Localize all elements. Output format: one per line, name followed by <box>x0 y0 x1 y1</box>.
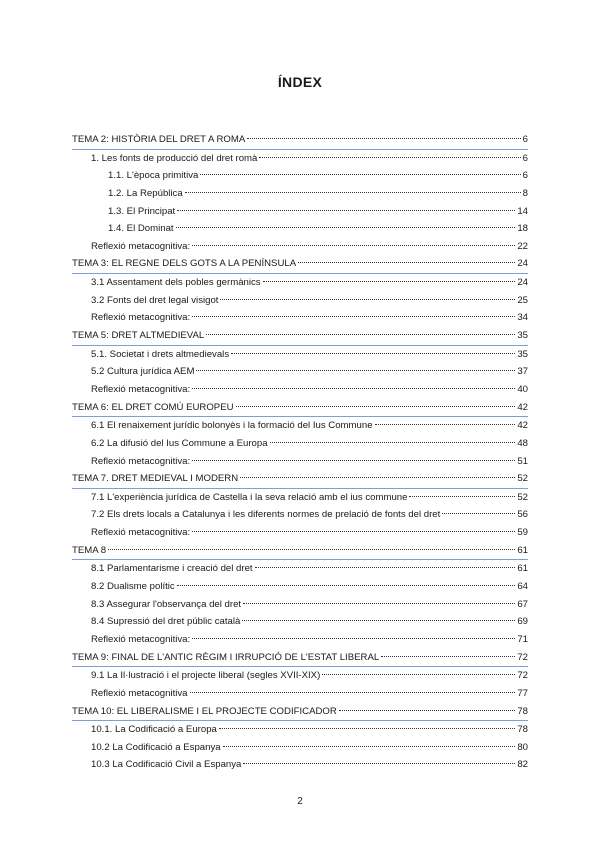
toc-section-entry[interactable] <box>72 578 528 596</box>
toc-entry-label: 7.1 L'experiència jurídica de Castella i la seva relació amb el ius commune <box>91 491 408 503</box>
toc-chapter-entry[interactable] <box>72 649 528 668</box>
dot-leader <box>231 353 515 354</box>
dot-leader <box>177 585 516 586</box>
dot-leader <box>255 567 516 568</box>
dot-leader <box>381 656 515 657</box>
toc-entry-label: TEMA 10: EL LIBERALISME I EL PROJECTE CODIFICADOR <box>72 705 337 717</box>
dot-leader <box>192 638 515 639</box>
toc-section-entry[interactable] <box>72 203 528 221</box>
dot-leader <box>259 157 520 158</box>
dot-leader <box>176 227 516 228</box>
dot-leader <box>263 281 516 282</box>
toc-chapter-entry[interactable] <box>72 255 528 274</box>
toc-section-entry[interactable] <box>72 685 528 703</box>
toc-entry-page: 64 <box>517 581 528 593</box>
table-of-contents <box>72 131 528 774</box>
toc-section-entry[interactable] <box>72 309 528 327</box>
toc-section-entry[interactable] <box>72 489 528 507</box>
toc-entry-label: Reflexió metacognitiva: <box>91 240 191 252</box>
dot-leader <box>409 496 515 497</box>
toc-entry-page: 34 <box>517 312 528 324</box>
toc-chapter-entry[interactable] <box>72 399 528 418</box>
toc-section-entry[interactable] <box>72 167 528 185</box>
toc-entry-page: 40 <box>517 383 528 395</box>
dot-leader <box>177 210 515 211</box>
dot-leader <box>200 174 520 175</box>
toc-section-entry[interactable] <box>72 185 528 203</box>
toc-entry-label: 3.2 Fonts del dret legal visigot <box>91 294 219 306</box>
toc-entry-page: 24 <box>517 277 528 289</box>
toc-entry-page: 78 <box>517 705 528 717</box>
dot-leader <box>322 674 515 675</box>
toc-entry-page: 72 <box>517 651 528 663</box>
toc-entry-page: 56 <box>517 509 528 521</box>
toc-entry-page: 35 <box>517 330 528 342</box>
toc-section-entry[interactable] <box>72 274 528 292</box>
dot-leader <box>192 245 515 246</box>
toc-entry-label: TEMA 6: EL DRET COMÚ EUROPEU <box>72 401 234 413</box>
dot-leader <box>223 746 516 747</box>
toc-chapter-entry[interactable] <box>72 131 528 150</box>
toc-entry-label: 6.2 La difusió del Ius Commune a Europa <box>91 437 268 449</box>
dot-leader <box>190 692 516 693</box>
toc-section-entry[interactable] <box>72 346 528 364</box>
dot-leader <box>192 388 515 389</box>
toc-section-entry[interactable] <box>72 292 528 310</box>
toc-entry-label: Reflexió metacognitiva: <box>91 312 191 324</box>
toc-section-entry[interactable] <box>72 220 528 238</box>
toc-entry-label: 8.1 Parlamentarisme i creació del dret <box>91 563 253 575</box>
dot-leader <box>192 531 515 532</box>
toc-entry-label: Reflexió metacognitiva: <box>91 527 191 539</box>
dot-leader <box>247 138 520 139</box>
toc-entry-page: 80 <box>517 741 528 753</box>
toc-entry-page: 51 <box>517 455 528 467</box>
toc-entry-label: 1. Les fonts de producció del dret romà <box>91 152 258 164</box>
dot-leader <box>240 477 515 478</box>
toc-entry-label: 10.1. La Codificació a Europa <box>91 724 217 736</box>
toc-entry-label: 1.1. L'època primitiva <box>108 170 199 182</box>
dot-leader <box>242 620 515 621</box>
toc-entry-page: 6 <box>522 170 528 182</box>
toc-section-entry[interactable] <box>72 150 528 168</box>
toc-entry-label: 1.3. El Principat <box>108 205 176 217</box>
toc-section-entry[interactable] <box>72 453 528 471</box>
toc-entry-page: 6 <box>522 134 528 145</box>
dot-leader <box>219 728 515 729</box>
toc-entry-label: Reflexió metacognitiva <box>91 687 188 699</box>
toc-entry-page: 14 <box>517 205 528 217</box>
toc-section-entry[interactable] <box>72 363 528 381</box>
toc-entry-label: 8.3 Assegurar l'observança del dret <box>91 598 242 610</box>
dot-leader <box>220 299 515 300</box>
page-number: 2 <box>297 796 303 807</box>
toc-entry-label: TEMA 2: HISTÒRIA DEL DRET A ROMA <box>72 134 246 145</box>
toc-entry-label: 8.2 Dualisme polític <box>91 581 175 593</box>
dot-leader <box>196 370 515 371</box>
dot-leader <box>243 763 515 764</box>
toc-section-entry[interactable] <box>72 756 528 774</box>
toc-chapter-entry[interactable] <box>72 542 528 561</box>
toc-entry-label: Reflexió metacognitiva: <box>91 455 191 467</box>
toc-entry-page: 69 <box>517 616 528 628</box>
toc-section-entry[interactable] <box>72 524 528 542</box>
dot-leader <box>270 442 516 443</box>
toc-entry-page: 22 <box>517 240 528 252</box>
toc-section-entry[interactable] <box>72 238 528 256</box>
toc-entry-label: TEMA 8 <box>72 544 107 556</box>
index-title: ÍNDEX <box>277 74 323 90</box>
toc-entry-page: 71 <box>517 633 528 645</box>
toc-entry-page: 59 <box>517 527 528 539</box>
dot-leader <box>298 262 515 263</box>
toc-entry-page: 52 <box>517 473 528 485</box>
toc-section-entry[interactable] <box>72 613 528 631</box>
toc-entry-page: 42 <box>517 401 528 413</box>
toc-entry-label: TEMA 7. DRET MEDIEVAL I MODERN <box>72 473 239 485</box>
toc-entry-page: 6 <box>522 152 528 164</box>
toc-entry-label: 1.4. El Dominat <box>108 223 174 235</box>
toc-entry-label: 7.2 Els drets locals a Catalunya i les diferents normes de prelació de fonts del dret <box>91 509 441 521</box>
toc-entry-page: 77 <box>517 687 528 699</box>
dot-leader <box>206 334 515 335</box>
toc-entry-page: 52 <box>517 491 528 503</box>
dot-leader <box>243 603 515 604</box>
toc-section-entry[interactable] <box>72 435 528 453</box>
toc-entry-label: 5.2 Cultura jurídica AEM <box>91 366 195 378</box>
dot-leader <box>192 460 515 461</box>
dot-leader <box>236 406 516 407</box>
toc-section-entry[interactable] <box>72 721 528 739</box>
toc-entry-page: 61 <box>517 563 528 575</box>
toc-entry-page: 82 <box>517 759 528 771</box>
dot-leader <box>442 513 515 514</box>
toc-chapter-entry[interactable] <box>72 703 528 722</box>
toc-entry-page: 78 <box>517 724 528 736</box>
toc-entry-label: 1.2. La República <box>108 187 183 199</box>
toc-entry-page: 67 <box>517 598 528 610</box>
toc-entry-page: 35 <box>517 348 528 360</box>
toc-section-entry[interactable] <box>72 631 528 649</box>
dot-leader <box>108 549 515 550</box>
toc-entry-label: TEMA 9: FINAL DE L'ANTIC RÈGIM I IRRUPCIÓ DE L'ESTAT LIBERAL <box>72 651 380 663</box>
toc-entry-page: 61 <box>517 544 528 556</box>
toc-entry-label: Reflexió metacognitiva: <box>91 633 191 645</box>
toc-section-entry[interactable] <box>72 506 528 524</box>
dot-leader <box>375 424 516 425</box>
toc-section-entry[interactable] <box>72 381 528 399</box>
toc-section-entry[interactable] <box>72 667 528 685</box>
dot-leader <box>192 316 515 317</box>
toc-entry-page: 25 <box>517 294 528 306</box>
toc-entry-label: 5.1. Societat i drets altmedievals <box>91 348 230 360</box>
toc-entry-page: 37 <box>517 366 528 378</box>
toc-entry-page: 8 <box>522 187 528 199</box>
toc-entry-page: 42 <box>517 420 528 432</box>
toc-entry-label: TEMA 5: DRET ALTMEDIEVAL <box>72 330 205 342</box>
toc-section-entry[interactable] <box>72 417 528 435</box>
toc-chapter-entry[interactable] <box>72 327 528 346</box>
toc-section-entry[interactable] <box>72 560 528 578</box>
toc-entry-page: 18 <box>517 223 528 235</box>
toc-entry-label: 10.2 La Codificació a Espanya <box>91 741 221 753</box>
toc-entry-label: 9.1 La Il·lustració i el projecte liberal (segles XVII-XIX) <box>91 670 321 682</box>
toc-entry-page: 72 <box>517 670 528 682</box>
dot-leader <box>185 192 521 193</box>
dot-leader <box>339 710 516 711</box>
toc-entry-label: TEMA 3: EL REGNE DELS GOTS A LA PENÍNSULA <box>72 258 297 270</box>
toc-section-entry[interactable] <box>72 739 528 757</box>
toc-chapter-entry[interactable] <box>72 470 528 489</box>
toc-entry-label: 3.1 Assentament dels pobles germànics <box>91 277 261 289</box>
toc-entry-page: 48 <box>517 437 528 449</box>
toc-entry-page: 24 <box>517 258 528 270</box>
toc-entry-label: 6.1 El renaixement jurídic bolonyès i la formació del Ius Commune <box>91 420 373 432</box>
toc-entry-label: 8.4 Supressió del dret públic català <box>91 616 241 628</box>
toc-entry-label: 10.3 La Codificació Civil a Espanya <box>91 759 242 771</box>
toc-section-entry[interactable] <box>72 596 528 614</box>
toc-entry-label: Reflexió metacognitiva: <box>91 383 191 395</box>
